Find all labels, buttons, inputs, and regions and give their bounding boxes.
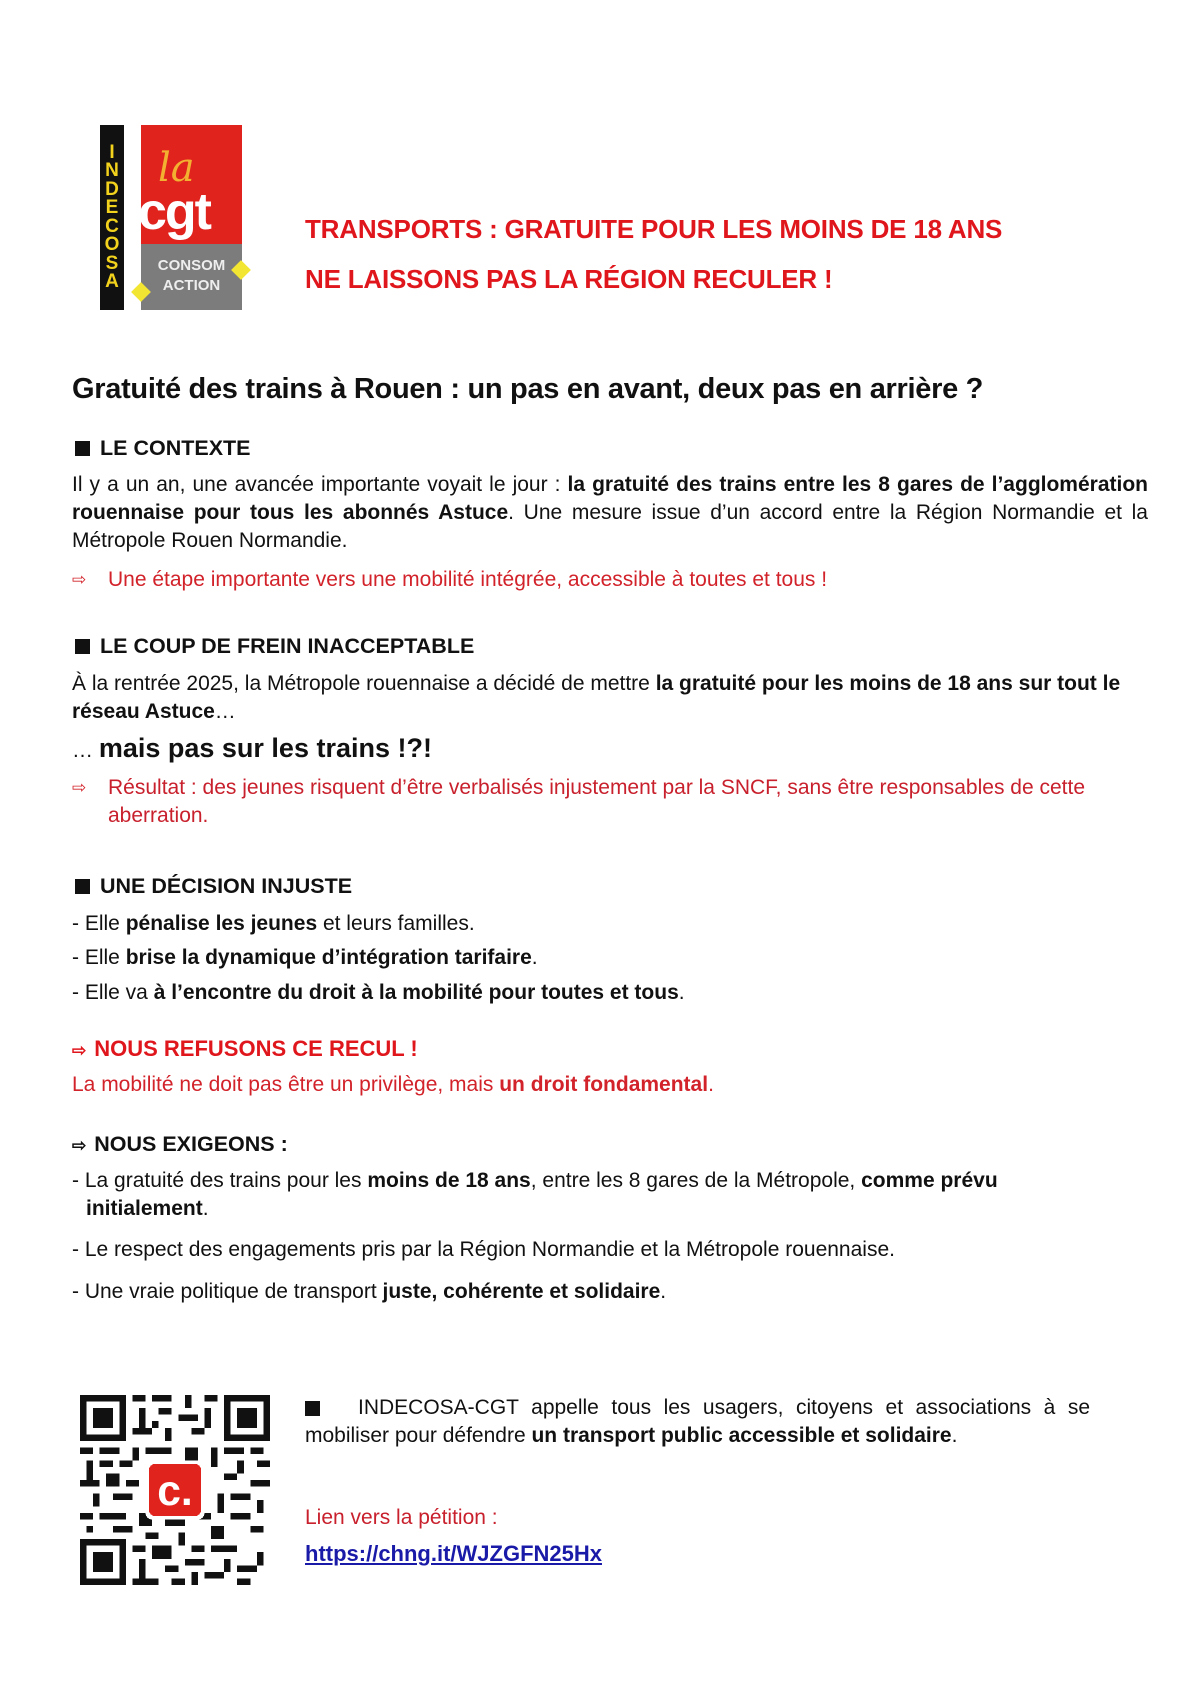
ellipsis-text: … bbox=[72, 739, 99, 762]
emphasis: pénalise les jeunes bbox=[125, 912, 318, 935]
logo-consom-text: CONSOM bbox=[157, 257, 226, 274]
decision-item bbox=[72, 910, 475, 938]
qr-code-icon bbox=[80, 1395, 270, 1585]
arrow-right-icon: ⇨ bbox=[72, 1136, 87, 1155]
contexte-arrow-line bbox=[72, 566, 827, 594]
emphasis: comme prévu initialement bbox=[86, 1169, 998, 1220]
text: Il y a un an, une avancée importante voyait le jour : bbox=[72, 473, 568, 496]
logo-cgt-text: cgt bbox=[138, 183, 210, 241]
exigeons-item bbox=[72, 1167, 1072, 1223]
square-bullet-icon bbox=[305, 1401, 320, 1416]
decision-item bbox=[72, 979, 685, 1007]
exigeons-item bbox=[72, 1236, 895, 1264]
arrow-text: Résultat : des jeunes risquent d’être verbalisés injustement par la SNCF, sans être responsables de cette aberration. bbox=[108, 776, 1086, 827]
indecosa-cgt-logo bbox=[100, 125, 242, 310]
text: , entre les 8 gares de la Métropole, bbox=[530, 1169, 862, 1192]
square-bullet-icon bbox=[75, 639, 90, 654]
exigeons-title-text: NOUS EXIGEONS : bbox=[94, 1132, 288, 1156]
emphasis: mais pas sur les trains !?! bbox=[98, 733, 432, 763]
change-org-logo-text: c. bbox=[157, 1467, 193, 1516]
text: À la rentrée 2025, la Métropole rouennaise a décidé de mettre bbox=[72, 672, 656, 695]
header-title-line2: NE LAISSONS PAS LA RÉGION RECULER ! bbox=[305, 264, 833, 294]
text: - Elle bbox=[72, 912, 126, 935]
decision-item bbox=[72, 944, 538, 972]
text: et leurs familles. bbox=[317, 912, 475, 935]
contexte-paragraph bbox=[72, 471, 1148, 555]
arrow-text: Une étape importante vers une mobilité intégrée, accessible à toutes et tous ! bbox=[108, 568, 828, 591]
footer-appel-paragraph bbox=[305, 1394, 1090, 1450]
emphasis: un transport public accessible et solidaire bbox=[531, 1424, 952, 1447]
logo-consomaction-block bbox=[141, 244, 242, 310]
emphasis: moins de 18 ans bbox=[367, 1169, 531, 1192]
header-title-line1: TRANSPORTS : GRATUITE POUR LES MOINS DE 18 ANS bbox=[305, 214, 1003, 244]
arrow-right-icon: ⇨ bbox=[72, 570, 87, 589]
text: . Une mesure issue d’un accord entre la Région Normandie et la Métropole Rouen Normandie. bbox=[72, 501, 1148, 552]
frein-mais-line bbox=[72, 733, 432, 764]
text: - Elle bbox=[72, 946, 126, 969]
frein-paragraph bbox=[72, 670, 1148, 726]
refus-title-text: NOUS REFUSONS CE RECUL ! bbox=[94, 1036, 418, 1061]
frein-arrow-line bbox=[72, 774, 1148, 830]
text: . bbox=[678, 981, 685, 1004]
emphasis: un droit fondamental bbox=[499, 1073, 709, 1096]
text: INDECOSA-CGT appelle tous les usagers, citoyens et associations à se mobiliser pour défendre bbox=[305, 1396, 1090, 1447]
refus-paragraph bbox=[72, 1071, 714, 1099]
section-title-text: LE COUP DE FREIN INACCEPTABLE bbox=[100, 634, 475, 658]
emphasis: la gratuité pour les moins de 18 ans sur tout le réseau Astuce bbox=[72, 672, 1121, 723]
text: - Elle va bbox=[72, 981, 154, 1004]
logo-indecosa-band: I N D E C O S A bbox=[100, 125, 124, 310]
section-decision-title bbox=[75, 874, 352, 899]
text: … bbox=[214, 700, 236, 723]
square-bullet-icon bbox=[75, 879, 90, 894]
text: . bbox=[202, 1197, 209, 1220]
square-bullet-icon bbox=[75, 441, 90, 456]
section-title-text: LE CONTEXTE bbox=[100, 436, 251, 460]
refus-title bbox=[72, 1036, 418, 1062]
text: - Une vraie politique de transport bbox=[72, 1280, 383, 1303]
petition-link[interactable]: https://chng.it/WJZGFN25Hx bbox=[305, 1541, 602, 1566]
text: . bbox=[951, 1424, 958, 1447]
petition-label: Lien vers la pétition : bbox=[305, 1506, 498, 1529]
logo-action-text: ACTION bbox=[162, 277, 221, 294]
arrow-right-icon: ⇨ bbox=[72, 1041, 87, 1060]
logo-la-text: la bbox=[158, 145, 195, 191]
section-frein-title bbox=[75, 634, 474, 659]
text: - Le respect des engagements pris par la Région Normandie et la Métropole rouennaise. bbox=[72, 1238, 895, 1261]
emphasis: à l’encontre du droit à la mobilité pour toutes et tous bbox=[153, 981, 679, 1004]
exigeons-item bbox=[72, 1278, 666, 1306]
emphasis: brise la dynamique d’intégration tarifaire bbox=[125, 946, 532, 969]
section-title-text: UNE DÉCISION INJUSTE bbox=[100, 874, 353, 898]
section-contexte-title bbox=[75, 436, 251, 461]
arrow-right-icon: ⇨ bbox=[72, 778, 87, 797]
emphasis: la gratuité des trains entre les 8 gares de l’agglomération rouennaise pour tous les abonnés Astuce bbox=[72, 473, 1148, 524]
text: . bbox=[660, 1280, 667, 1303]
page-headline: Gratuité des trains à Rouen : un pas en avant, deux pas en arrière ? bbox=[72, 373, 984, 405]
text: . bbox=[531, 946, 538, 969]
text: - La gratuité des trains pour les bbox=[72, 1169, 368, 1192]
emphasis: juste, cohérente et solidaire bbox=[382, 1280, 661, 1303]
text: . bbox=[708, 1073, 714, 1096]
text: La mobilité ne doit pas être un privilège, mais bbox=[72, 1073, 500, 1096]
petition-qr-code[interactable] bbox=[80, 1395, 270, 1585]
exigeons-title bbox=[72, 1132, 288, 1157]
